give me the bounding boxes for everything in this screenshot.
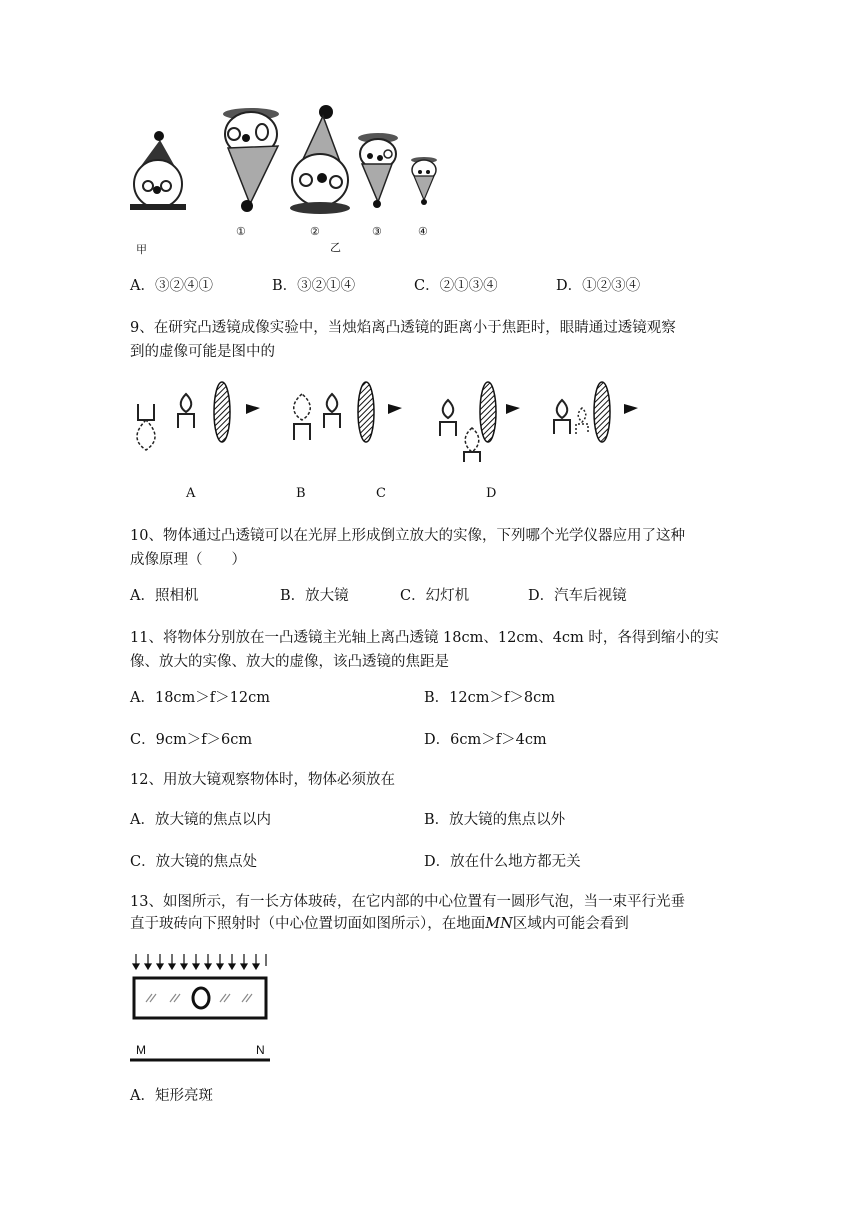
q8-option-d: D．①②③④ (556, 278, 641, 294)
q9-figure (130, 380, 650, 470)
q10-option-b: B．放大镜 (280, 588, 349, 604)
q12-option-d: D．放在什么地方都无关 (424, 854, 581, 870)
q11-stem-line2: 像、放大的实像、放大的虚像，该凸透镜的焦距是 (130, 654, 449, 670)
option-d-diagram (554, 382, 638, 442)
q10-option-a: A．照相机 (130, 588, 199, 604)
q8-option-c: C．②①③④ (414, 278, 498, 294)
q10-option-d: D．汽车后视镜 (528, 588, 627, 604)
q11-option-b: B．12cm＞f＞8cm (424, 690, 555, 706)
q13-option-a: A．矩形亮斑 (130, 1088, 213, 1104)
candle-lens-svg (130, 380, 650, 470)
light-arrows (133, 954, 266, 969)
q13-stem-line2-a: 直于玻砖向下照射时（中心位置切面如图所示），在地面 (130, 916, 486, 932)
q13-stem-line2-b: 区域内可能会看到 (512, 916, 629, 932)
q11-option-c: C．9cm＞f＞6cm (130, 732, 253, 748)
label-1: ① (236, 225, 246, 238)
q11-stem-line1: 11、将物体分别放在一凸透镜主光轴上离凸透镜 18cm、12cm、4cm 时，各得到缩小的实 (130, 630, 719, 646)
q8-option-a: A．③②④① (130, 278, 213, 294)
q12-option-b: B．放大镜的焦点以外 (424, 812, 566, 828)
q11-option-a: A．18cm＞f＞12cm (130, 690, 270, 706)
glass-brick-svg (130, 954, 272, 1066)
label-m: M (136, 1043, 146, 1057)
label-n: N (256, 1043, 265, 1057)
q12-stem-line1: 12、用放大镜观察物体时，物体必须放在 (130, 772, 395, 788)
label-3: ③ (372, 225, 382, 238)
label-4: ④ (418, 225, 428, 238)
q9-label-c: C (376, 486, 386, 501)
q9-stem-line2: 到的虚像可能是图中的 (130, 344, 275, 360)
q13-mn-label: MN (485, 916, 513, 932)
label-2: ② (310, 225, 320, 238)
q13-stem-line1: 13、如图所示，有一长方体玻砖，在它内部的中心位置有一圆形气泡，当一束平行光垂 (130, 894, 685, 910)
clown-1 (223, 108, 279, 212)
option-a-diagram (137, 382, 260, 450)
q12-option-c: C．放大镜的焦点处 (130, 854, 258, 870)
q12-option-a: A．放大镜的焦点以内 (130, 812, 271, 828)
option-c-diagram (440, 382, 520, 462)
clown-3 (358, 133, 398, 208)
clown-figure-svg (128, 100, 438, 260)
clown-2 (290, 105, 350, 214)
option-b-diagram (294, 382, 402, 442)
clown-4 (411, 157, 437, 205)
q9-label-b: B (296, 486, 306, 501)
q10-option-c: C．幻灯机 (400, 588, 470, 604)
q13-stem-line2 (130, 914, 629, 934)
air-bubble (193, 988, 209, 1008)
q10-stem-line2: 成像原理（ ） (130, 552, 246, 568)
label-yi: 乙 (330, 241, 341, 254)
label-jia: 甲 (136, 243, 147, 256)
q11-option-d: D．6cm＞f＞4cm (424, 732, 547, 748)
q13-figure (130, 954, 272, 1066)
clown-jia (130, 131, 186, 210)
q9-label-a: A (186, 486, 196, 501)
q8-option-b: B．③②①④ (272, 278, 356, 294)
q8-figure (128, 100, 438, 260)
q9-stem-line1: 9、在研究凸透镜成像实验中，当烛焰离凸透镜的距离小于焦距时，眼睛通过透镜观察 (130, 320, 676, 336)
q10-stem-line1: 10、物体通过凸透镜可以在光屏上形成倒立放大的实像，下列哪个光学仪器应用了这种 (130, 528, 685, 544)
q9-label-d: D (486, 486, 497, 501)
